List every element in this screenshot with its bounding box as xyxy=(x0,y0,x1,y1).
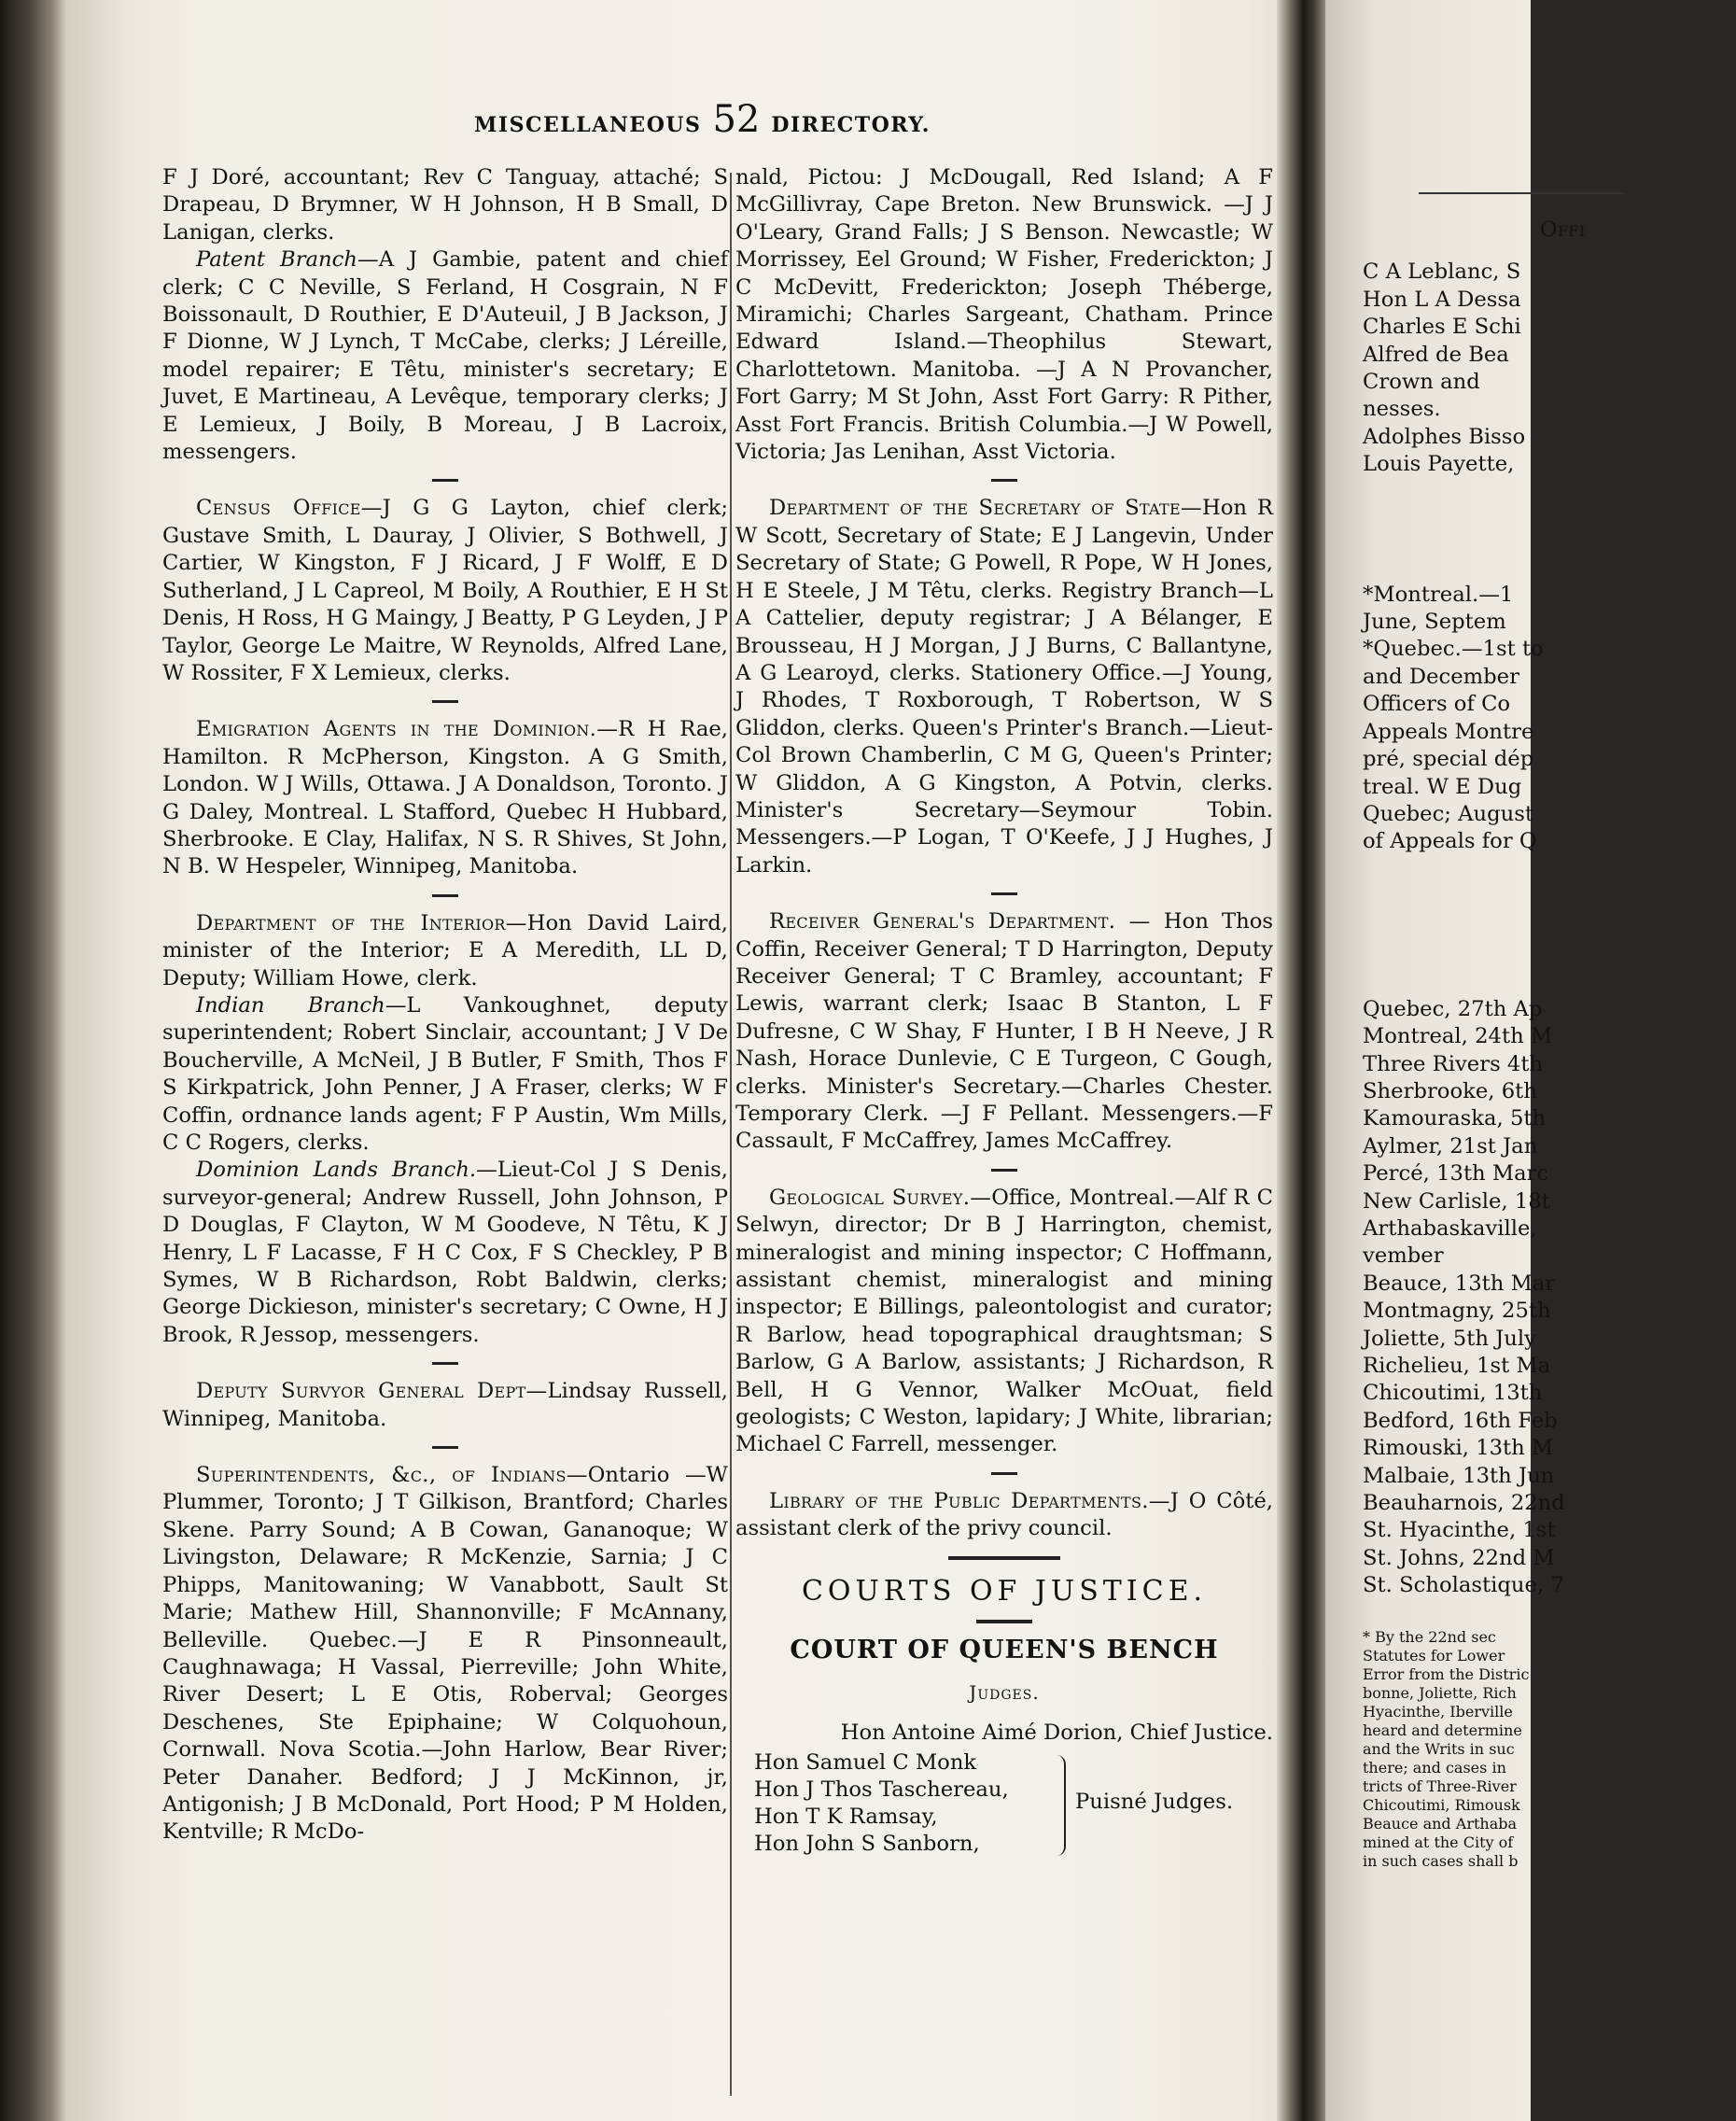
entry-text: Hon R W Scott, Secretary of State; E J Langevin, Under Secretary of State; G Powell, R Pope, W H Jones, H E Steele, J M Têtu, clerks. Registry Branch—L A Cattelier, deputy registrar; J A Bélanger, E Brousseau, H J Morgan, J J Burns, C Ballantyne, A G Learoyd, clerks. Stationery Office.—J Young, J Rhodes, T Roxborough, T Robertson, W S Gliddon, clerks. Queen's Printer's Branch.—Lieut-Col Brown Chamberlin, C M G, Queen's Printer; W Gliddon, A G Kingston, A Potvin, clerks. Minister's Secretary—Seymour Tobin. Messengers.—P Logan, T O'Keefe, J J Hughes, J Larkin. xyxy=(735,496,1273,878)
entry-heading: Indian Branch— xyxy=(196,992,407,1018)
entry-text: L Vankoughnet, deputy superintendent; Robert Sinclair, accountant; J V De Boucherville, A McNeil, J B Butler, F Smith, Thos F S Kirkpatrick, John Penner, J A Fraser, clerks; W F Coffin, ordnance lands agent; F P Austin, Wm Mills, C C Rogers, clerks. xyxy=(162,992,728,1155)
adjacent-page-line: Bedford, 16th Feb xyxy=(1363,1408,1558,1433)
page-header xyxy=(474,98,959,147)
section-rule xyxy=(991,479,1017,482)
adjacent-page-line: Rimouski, 13th M xyxy=(1363,1436,1554,1461)
directory-entry xyxy=(162,1157,728,1349)
adjacent-page-line: Charles E Schi xyxy=(1363,315,1521,340)
entry-heading: Library of the Public Departments.— xyxy=(769,1488,1170,1513)
adjacent-page-line: Percé, 13th Marc xyxy=(1363,1161,1549,1187)
entry-heading: Department of the Secretary of State— xyxy=(769,496,1202,521)
directory-entry xyxy=(735,164,1273,466)
directory-entry xyxy=(162,716,728,880)
directory-entry xyxy=(735,908,1273,1156)
entry-text: Lindsay Russell, Winnipeg, Manitoba. xyxy=(162,1379,728,1431)
directory-entry xyxy=(162,246,728,466)
section-rule xyxy=(432,1446,458,1449)
adjacent-page-footnote-line: bonne, Joliette, Rich xyxy=(1363,1683,1517,1702)
adjacent-page-footnote-line: Hyacinthe, Iberville xyxy=(1363,1702,1513,1721)
entry-text: Hon David Laird, minister of the Interior; E A Meredith, LL D, Deputy; William Howe, clerk. xyxy=(162,910,728,990)
puisne-judge: Hon T K Ramsay, xyxy=(754,1804,938,1829)
adjacent-page-line: vember xyxy=(1363,1243,1444,1269)
puisne-judge: Hon Samuel C Monk xyxy=(754,1749,977,1775)
entry-text: J G G Layton, chief clerk; Gustave Smith, L Dauray, J Olivier, S Bothwell, J Cartier, W Kingston, F J Ricard, J F Wolff, E D Sutherland, J L Capreol, M Boily, A Routhier, E H St Denis, H Ross, H G Maingy, J Beatty, P G Leyden, J P Taylor, George Le Maitre, W Reynolds, Alfred Lane, W Rossiter, F X Lemieux, clerks. xyxy=(162,496,729,685)
entry-text: F J Doré, accountant; Rev C Tanguay, attaché; S Drapeau, D Brymner, W H Johnson, H B Small, D Lanigan, clerks. xyxy=(162,165,728,245)
directory-entry xyxy=(162,992,728,1157)
puisne-judge: Hon J Thos Taschereau, xyxy=(754,1777,1009,1802)
section-rule xyxy=(432,1362,458,1365)
adjacent-page-line: Aylmer, 21st Jan xyxy=(1363,1133,1538,1159)
entry-text: Office, Montreal.—Alf R C Selwyn, director; Dr B J Harrington, chemist, mineralogist and mining inspector; C Hoffmann, assistant chemist, mineralogist and mining inspector; E Billings, paleontologist and curator; R Barlow, head topographical draughtsman; S Barlow, G A Barlow, assistants; J Richardson, R Bell, H G Vennor, Walker McOuat, field geologists; C Weston, lapidary; J White, librarian; Michael C Farrell, messenger. xyxy=(735,1185,1273,1457)
adjacent-page-footnote-line: tricts of Three-River xyxy=(1363,1777,1517,1795)
courts-rule-top xyxy=(948,1556,1060,1560)
adjacent-page-footnote-line: heard and determine xyxy=(1363,1721,1522,1739)
entry-heading: Census Office— xyxy=(196,496,383,521)
adjacent-page-footnote-line: in such cases shall b xyxy=(1363,1851,1519,1870)
section-rule xyxy=(991,1169,1017,1172)
adjacent-page-line: Quebec; August xyxy=(1363,801,1534,826)
adjacent-page-line: Appeals Montre xyxy=(1363,719,1534,744)
entry-heading: Emigration Agents in the Dominion.— xyxy=(196,717,619,742)
adjacent-page-line: Sherbrooke, 6th xyxy=(1363,1078,1537,1103)
section-rule xyxy=(432,700,458,703)
puisne-judges-block xyxy=(735,1749,1273,1858)
entry-text: Hon Thos Coffin, Receiver General; T D Harrington, Deputy Receiver General; T C Bramley, accountant; F Lewis, warrant clerk; Isaac B Stanton, L F Dufresne, C W Shay, F Hunter, I B H Neeve, J R Nash, Horace Dunlevie, C E Turgeon, C Gough, clerks. Minister's Secretary.—Charles Chester. Temporary Clerk. —J F Pellant. Messengers.—F Cassault, F McCaffrey, James McCaffrey. xyxy=(735,909,1273,1154)
adjacent-page-line: Louis Payette, xyxy=(1363,452,1515,477)
section-rule xyxy=(991,1472,1017,1475)
adjacent-page-line: *Montreal.—1 xyxy=(1363,582,1514,607)
adjacent-page-line: Arthabaskaville, xyxy=(1363,1215,1537,1241)
adjacent-page-line: Officers of Co xyxy=(1363,692,1511,717)
section-rule xyxy=(432,894,458,897)
adjacent-page-line: New Carlisle, 18t xyxy=(1363,1188,1550,1214)
left-column xyxy=(162,164,728,2087)
section-rule xyxy=(991,892,1017,895)
entry-heading: Receiver General's Department. — xyxy=(769,909,1164,934)
adjacent-page-rule xyxy=(1419,192,1624,194)
section-rule xyxy=(432,479,458,482)
adjacent-page-line: Beauharnois, 22nd xyxy=(1363,1491,1565,1516)
adjacent-page-footnote-line: Statutes for Lower xyxy=(1363,1646,1505,1664)
adjacent-page-line: Alfred de Bea xyxy=(1363,342,1509,367)
adjacent-page-line: Beauce, 13th Mar xyxy=(1363,1271,1556,1296)
adjacent-page-line: pré, special dép xyxy=(1363,747,1534,772)
adjacent-page-line: Adolphes Bisso xyxy=(1363,424,1526,449)
adjacent-page-footnote-line: mined at the City of xyxy=(1363,1833,1514,1851)
adjacent-page-line: June, Septem xyxy=(1363,610,1506,635)
adjacent-page-footnote-line: and the Writs in suc xyxy=(1363,1739,1515,1758)
adjacent-page-line: and December xyxy=(1363,664,1519,689)
adjacent-page-line: Three Rivers 4th xyxy=(1363,1051,1544,1076)
adjacent-page-line: of Appeals for Q xyxy=(1363,829,1537,854)
entry-heading: Deputy Survyor General Dept— xyxy=(196,1379,548,1404)
adjacent-page-heading: Offi xyxy=(1540,218,1586,242)
directory-entry xyxy=(162,1462,728,1847)
page-number: 52 xyxy=(712,98,761,141)
entry-text: Ontario —W Plummer, Toronto; J T Gilkison, Brantford; Charles Skene. Parry Sound; A B Cowan, Gananoque; W Livingston, Delaware; R McKenzie, Sarnia; J C Phipps, Manitowaning; W Vanabbott, Sault St Marie; Mathew Hill, Shannonville; F McAnnany, Belleville. Quebec.—J E R Pinsonneault, Caughnawaga; H Vassal, Pierreville; John White, River Desert; L E Otis, Roberval; Georges Deschenes, Ste Epiphaine; W Colquohoun, Cornwall. Nova Scotia.—John Harlow, Bear River; Peter Danaher. Bedford; J J McKinnon, jr, Antigonish; J B McDonald, Port Hood; P M Holden, Kentville; R McDo- xyxy=(162,1463,728,1845)
directory-entry xyxy=(735,495,1273,879)
puisne-judge: Hon John S Sanborn, xyxy=(754,1831,980,1856)
adjacent-page-line: Richelieu, 1st Ma xyxy=(1363,1354,1551,1378)
adjacent-page-footnote-line: Chicoutimi, Rimousk xyxy=(1363,1795,1520,1814)
middle-column-entries xyxy=(735,164,1273,1543)
adjacent-page-footnote-line: * By the 22nd sec xyxy=(1363,1627,1496,1646)
adjacent-page-line: Chicoutimi, 13th xyxy=(1363,1381,1543,1406)
adjacent-page-footnote-line: Beauce and Arthaba xyxy=(1363,1814,1518,1833)
entry-text: A J Gambie, patent and chief clerk; C C Neville, S Ferland, H Cosgrain, N F Boissonault, D Routhier, E D'Auteuil, J B Jackson, J F Dionne, W J Lynch, T McCabe, clerks; J Léreille, model repairer; E Têtu, minister's secretary; E Juvet, E Martineau, A Levêque, temporary clerks; J E Lemieux, J Boily, B Moreau, J B Lacroix, messengers. xyxy=(162,247,729,465)
directory-entry xyxy=(162,495,728,687)
book-edge-left xyxy=(0,0,65,2121)
adjacent-page-line: Kamouraska, 5th xyxy=(1363,1106,1547,1131)
adjacent-page-line: Montmagny, 25th xyxy=(1363,1299,1551,1324)
middle-column xyxy=(735,164,1273,2087)
adjacent-page xyxy=(1325,0,1586,2121)
book-gutter xyxy=(1277,0,1325,2121)
chief-justice: Hon Antoine Aimé Dorion, Chief Justice. xyxy=(840,1721,1273,1746)
entry-text: nald, Pictou: J McDougall, Red Island; A F McGillivray, Cape Breton. New Brunswick. —J J O'Leary, Grand Falls; J S Benson. Newcastle; W Morrissey, Eel Ground; W Fisher, Frederickton; J C McDevitt, Frederickton; Joseph Théberge, Miramichi; Charles Sargeant, Chatham. Prince Edward Island.—Theophilus Stewart, Charlottetown. Manitoba. —J A N Provancher, Fort Garry; M St John, Asst Fort Garry: R Pither, Asst Fort Francis. British Columbia.—J W Powell, Victoria; Jas Lenihan, Asst Victoria. xyxy=(735,165,1273,465)
header-left-word: MISCELLANEOUS xyxy=(474,113,702,137)
entry-heading: Department of the Interior— xyxy=(196,910,527,935)
brace xyxy=(1055,1755,1066,1856)
puisne-label: Puisné Judges. xyxy=(1075,1789,1234,1814)
adjacent-page-line: *Quebec.—1st to xyxy=(1363,637,1544,662)
adjacent-page-line: Joliette, 5th July xyxy=(1363,1326,1536,1351)
entry-text: Lieut-Col J S Denis, surveyor-general; Andrew Russell, John Johnson, P D Douglas, F Clayton, W M Goodeve, N Têtu, K J Henry, L F Lacasse, F H C Cox, F S Checkley, P B Symes, W B Richardson, Robt Baldwin, clerks; George Dickieson, minister's secretary; C Owne, H J Brook, R Jessop, messengers. xyxy=(162,1158,728,1347)
entry-heading: Patent Branch— xyxy=(196,247,379,273)
adjacent-page-line: Quebec, 27th Ap xyxy=(1363,996,1543,1021)
adjacent-page-line: C A Leblanc, S xyxy=(1363,260,1521,285)
adjacent-page-line: St. Johns, 22nd M xyxy=(1363,1545,1555,1570)
adjacent-page-line: St. Scholastique, 7 xyxy=(1363,1573,1564,1598)
adjacent-page-footnote-line: Error from the Distric xyxy=(1363,1664,1530,1683)
directory-entry xyxy=(162,1378,728,1433)
adjacent-page-line: Crown and xyxy=(1363,370,1480,395)
adjacent-page-line: Montreal, 24th M xyxy=(1363,1024,1553,1049)
entry-text: R H Rae, Hamilton. R McPherson, Kingston. A G Smith, London. W J Wills, Ottawa. J A Donaldson, Toronto. J G Daley, Montreal. L Stafford, Quebec H Hubbard, Sherbrooke. E Clay, Halifax, N S. R Shives, St John, N B. W Hespeler, Winnipeg, Manitoba. xyxy=(162,717,728,879)
adjacent-page-footnote-line: there; and cases in xyxy=(1363,1758,1506,1777)
judges-label: Judges. xyxy=(969,1680,1040,1704)
courts-rule-mid xyxy=(976,1620,1032,1623)
court-queens-bench-heading: COURT OF QUEEN'S BENCH xyxy=(790,1635,1219,1664)
directory-entry xyxy=(735,1488,1273,1543)
header-right-word: DIRECTORY. xyxy=(771,113,931,137)
directory-entry xyxy=(162,164,728,246)
entry-heading: Superintendents, &c., of Indians— xyxy=(196,1463,588,1488)
entry-heading: Dominion Lands Branch.— xyxy=(196,1158,497,1183)
adjacent-page-line: nesses. xyxy=(1363,397,1441,422)
adjacent-page-line: Hon L A Dessa xyxy=(1363,287,1521,312)
adjacent-page-line: Malbaie, 13th Jun xyxy=(1363,1463,1555,1488)
column-divider xyxy=(730,173,732,2096)
directory-entry xyxy=(162,910,728,992)
courts-heading: COURTS OF JUSTICE. xyxy=(801,1574,1208,1608)
directory-entry xyxy=(735,1185,1273,1459)
adjacent-page-line: St. Hyacinthe, 1st xyxy=(1363,1518,1556,1543)
entry-heading: Geological Survey.— xyxy=(769,1185,992,1210)
adjacent-page-text xyxy=(1363,217,1736,1871)
entry-text: J O Côté, assistant clerk of the privy council. xyxy=(735,1488,1273,1541)
adjacent-page-line: treal. W E Dug xyxy=(1363,774,1522,799)
